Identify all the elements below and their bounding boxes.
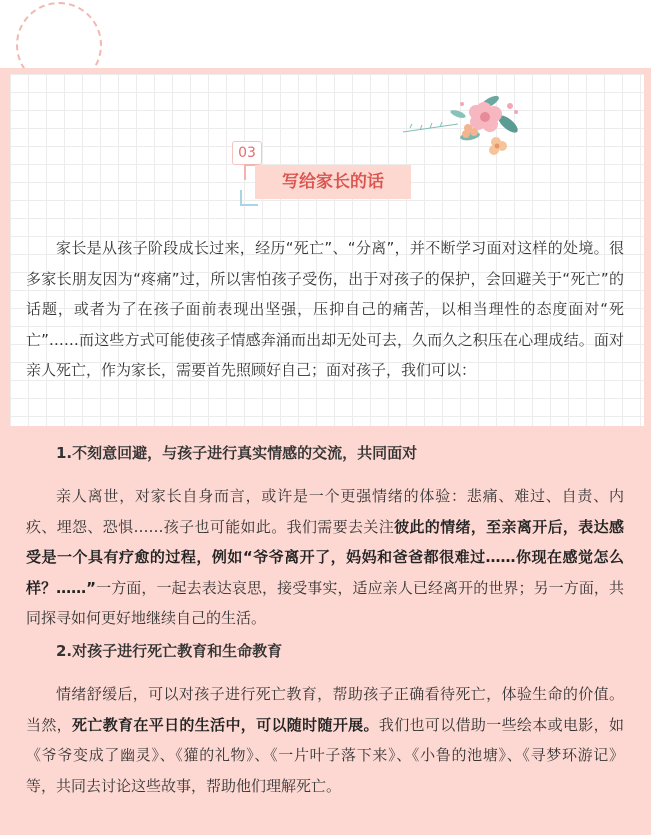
- point-2-text-b: 我们也可以借助一些绘本或电影，如《爷爷变成了幽灵》、《獾的礼物》、《一片叶子落下来》、《小鲁的池塘》、《寻梦环游记》等，共同去讨论这些故事，帮助他们理解死亡。: [26, 715, 624, 795]
- point-2-heading: 2.对孩子进行死亡教育和生命教育: [56, 642, 283, 660]
- point-2-bold-text: 死亡教育在平日的生活中，可以随时随开展。: [72, 715, 379, 734]
- point-1-paragraph: [26, 481, 624, 634]
- point-1-text-b: 一方面，一起去表达哀思，接受事实，适应亲人已经离开的世界；另一方面，共同探寻如何更好地继续自己的生活。: [26, 578, 624, 627]
- section-number-badge: 03: [232, 141, 262, 165]
- point-2-paragraph: [26, 679, 624, 801]
- section-title: 写给家长的话: [255, 165, 411, 199]
- flower-decoration-icon: [398, 84, 528, 164]
- point-1-heading: 1.不刻意回避，与孩子进行真实情感的交流，共同面对: [56, 444, 418, 462]
- point-1-text-a: 亲人离世，对家长自身而言，或许是一个更强情绪的体验：悲痛、难过、自责、内疚、埋怨、恐惧……孩子也可能如此。我们需要去关注: [26, 487, 624, 536]
- point-2-text-a: 情绪舒缓后，可以对孩子进行死亡教育，帮助孩子正确看待死亡，体验生命的价值。当然，: [26, 685, 624, 734]
- point-1-bold-text: 彼此的情绪，至亲离开后，表达感受是一个具有疗愈的过程，例如“爷爷离开了，妈妈和爸爸都很难过……你现在感觉怎么样？……”: [26, 517, 624, 597]
- intro-paragraph: 家长是从孩子阶段成长过来，经历“死亡”、“分离”，并不断学习面对这样的处境。很多家长朋友因为“疼痛”过，所以害怕孩子受伤，出于对孩子的保护，会回避关于“死亡”的话题，或者为了在孩子面前表现出坚强，压抑自己的痛苦，以相当理性的态度面对“死亡”……而这些方式可能使孩子情感奔涌而出却无处可去，久而久之积压在心理成结。面对亲人死亡，作为家长，需要首先照顾好自己；面对孩子，我们可以：: [26, 239, 624, 379]
